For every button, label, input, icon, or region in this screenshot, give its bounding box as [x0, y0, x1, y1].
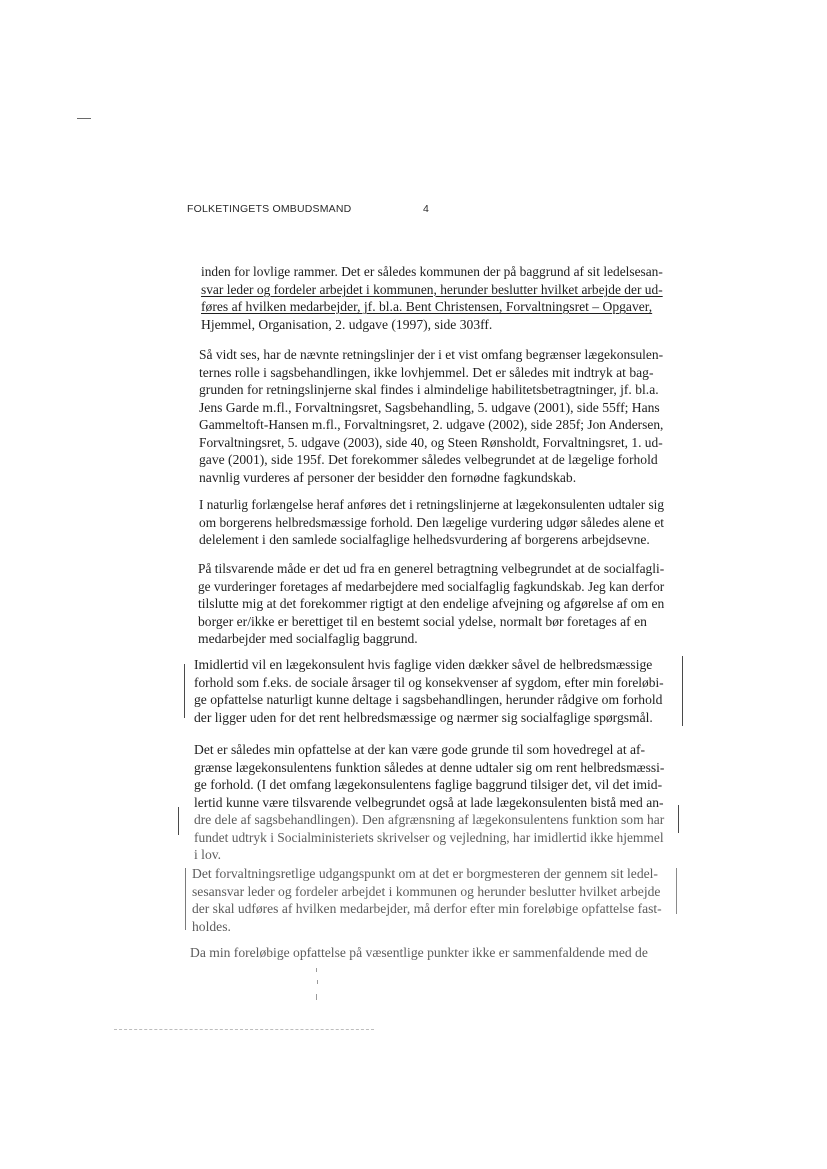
paragraph-line: i lov.: [194, 847, 222, 862]
paragraph-line: ge forhold. (I det omfang lægekonsulentens faglige baggrund tilsiger det, vil det imid-: [194, 777, 663, 792]
paragraph-line: der ligger uden for det rent helbredsmæssige og nærmer sig socialfaglige spørgsmål.: [194, 709, 653, 725]
paragraph-1: [201, 263, 663, 333]
scan-speck: [316, 994, 317, 1000]
paragraph-line: ge opfattelse naturligt kunne deltage i sagsbehandlingen, herunder rådgive om forhold: [194, 692, 663, 707]
scan-speck: [316, 968, 317, 972]
paragraph-3: [199, 496, 664, 549]
margin-bar-right: [678, 805, 679, 833]
paragraph-line: Jens Garde m.fl., Forvaltningsret, Sagsbehandling, 5. udgave (2001), side 55ff; Hans: [199, 399, 660, 415]
paragraph-line: ternes rolle i sagsbehandlingen, ikke lovhjemmel. Det er således mit indtryk at bag-: [199, 364, 654, 380]
paragraph-line: sesansvar leder og fordeler arbejdet i kommunen og herunder beslutter hvilket arbejde: [192, 883, 661, 899]
margin-bar-left: [178, 807, 179, 835]
paragraph-line: navnlig vurderes af personer der besidder den fornødne fagkundskab.: [199, 469, 577, 485]
margin-bar-right: [676, 868, 677, 914]
paragraph-line: føres af hvilken medarbejder, jf. bl.a. Bent Christensen, Forvaltningsret – Opgaver,: [201, 299, 653, 314]
paragraph-2: [199, 346, 663, 486]
paragraph-6: [194, 741, 664, 864]
paragraph-line: grænse lægekonsulentens funktion således at denne udtaler sig om rent helbredsmæssi-: [194, 759, 665, 775]
paragraph-line: fundet udtryk i Socialministeriets skrivelser og vejledning, har imidlertid ikke hjemmel: [194, 829, 664, 845]
paragraph-line: Det forvaltningsretlige udgangspunkt om at det er borgmesteren der gennem sit ledel-: [192, 866, 658, 881]
margin-bar-left: [185, 868, 186, 930]
page-header: [187, 203, 447, 217]
corner-mark: [77, 118, 91, 119]
margin-bar-left: [184, 664, 185, 718]
scan-speck: [317, 980, 318, 984]
paragraph-7: [192, 865, 662, 935]
paragraph-line: grunden for retningslinjerne skal findes i almindelige habilitetsbetragtninger, jf. bl.a.: [199, 382, 659, 397]
paragraph-line: inden for lovlige rammer. Det er således kommunen der på baggrund af sit ledelsesan-: [201, 264, 663, 279]
paragraph-line: holdes.: [192, 918, 231, 934]
paragraph-line: tilslutte mig at det forekommer rigtigt at den endelige afvejning og afgørelse af om en: [198, 596, 665, 611]
paragraph-line: lertid kunne være tilsvarende velbegrundet også at lade lægekonsulenten bistå med an-: [194, 794, 664, 810]
paragraph-line: svar leder og fordeler arbejdet i kommunen, herunder beslutter hvilket arbejde der ud-: [201, 281, 663, 297]
paragraph-line: Forvaltningsret, 5. udgave (2003), side 40, og Steen Rønsholdt, Forvaltningsret, 1. ud-: [199, 434, 663, 450]
paragraph-line: Så vidt ses, har de nævnte retningslinjer der i et vist omfang begrænser lægekonsulen-: [199, 347, 664, 362]
paragraph-line: der skal udføres af hvilken medarbejder, må derfor efter min foreløbige opfattelse fast-: [192, 901, 662, 916]
paragraph-line: I naturlig forlængelse heraf anføres det i retningslinjerne at lægekonsulenten udtaler sig: [199, 497, 665, 512]
paragraph-4: [198, 560, 664, 648]
paragraph-line: Da min foreløbige opfattelse på væsentlige punkter ikke er sammenfaldende med de: [190, 945, 648, 960]
paragraph-line: ge vurderinger foretages af medarbejdere med socialfaglig fagkundskab. Jeg kan derfor: [198, 578, 665, 594]
bottom-dash: [114, 1029, 374, 1030]
header-organization: FOLKETINGETS OMBUDSMAND: [187, 203, 352, 215]
paragraph-line: medarbejder med socialfaglig baggrund.: [198, 631, 418, 646]
paragraph-line: om borgerens helbredsmæssige forhold. Den lægelige vurdering udgør således alene et: [199, 514, 665, 530]
paragraph-5: [194, 656, 664, 726]
paragraph-line: Imidlertid vil en lægekonsulent hvis faglige viden dækker såvel de helbredsmæssige: [194, 657, 653, 672]
paragraph-line: gave (2001), side 195f. Det forekommer således velbegrundet at de lægelige forhold: [199, 452, 658, 467]
page-number: 4: [423, 203, 430, 215]
paragraph-line: forhold som f.eks. de sociale årsager til og konsekvenser af sygdom, efter min foreløbi-: [194, 674, 664, 690]
paragraph-line: borger er/ikke er berettiget til en bestemt social ydelse, normalt bør foretages af en: [198, 613, 647, 629]
paragraph-line: Hjemmel, Organisation, 2. udgave (1997), side 303ff.: [201, 316, 493, 332]
paragraph-8: [190, 944, 664, 962]
paragraph-line: Gammeltoft-Hansen m.fl., Forvaltningsret, 2. udgave (2002), side 285f; Jon Andersen,: [199, 417, 664, 432]
paragraph-line: delelement i den samlede socialfaglige helhedsvurdering af borgerens arbejdsevne.: [199, 532, 650, 547]
paragraph-line: Det er således min opfattelse at der kan være gode grunde til som hovedregel at af-: [194, 742, 646, 757]
margin-bar-right: [682, 656, 683, 726]
paragraph-line: dre dele af sagsbehandlingen). Den afgrænsning af lægekonsulentens funktion som har: [194, 812, 665, 827]
paragraph-line: På tilsvarende måde er det ud fra en generel betragtning velbegrundet at de socialfagli-: [198, 561, 665, 576]
